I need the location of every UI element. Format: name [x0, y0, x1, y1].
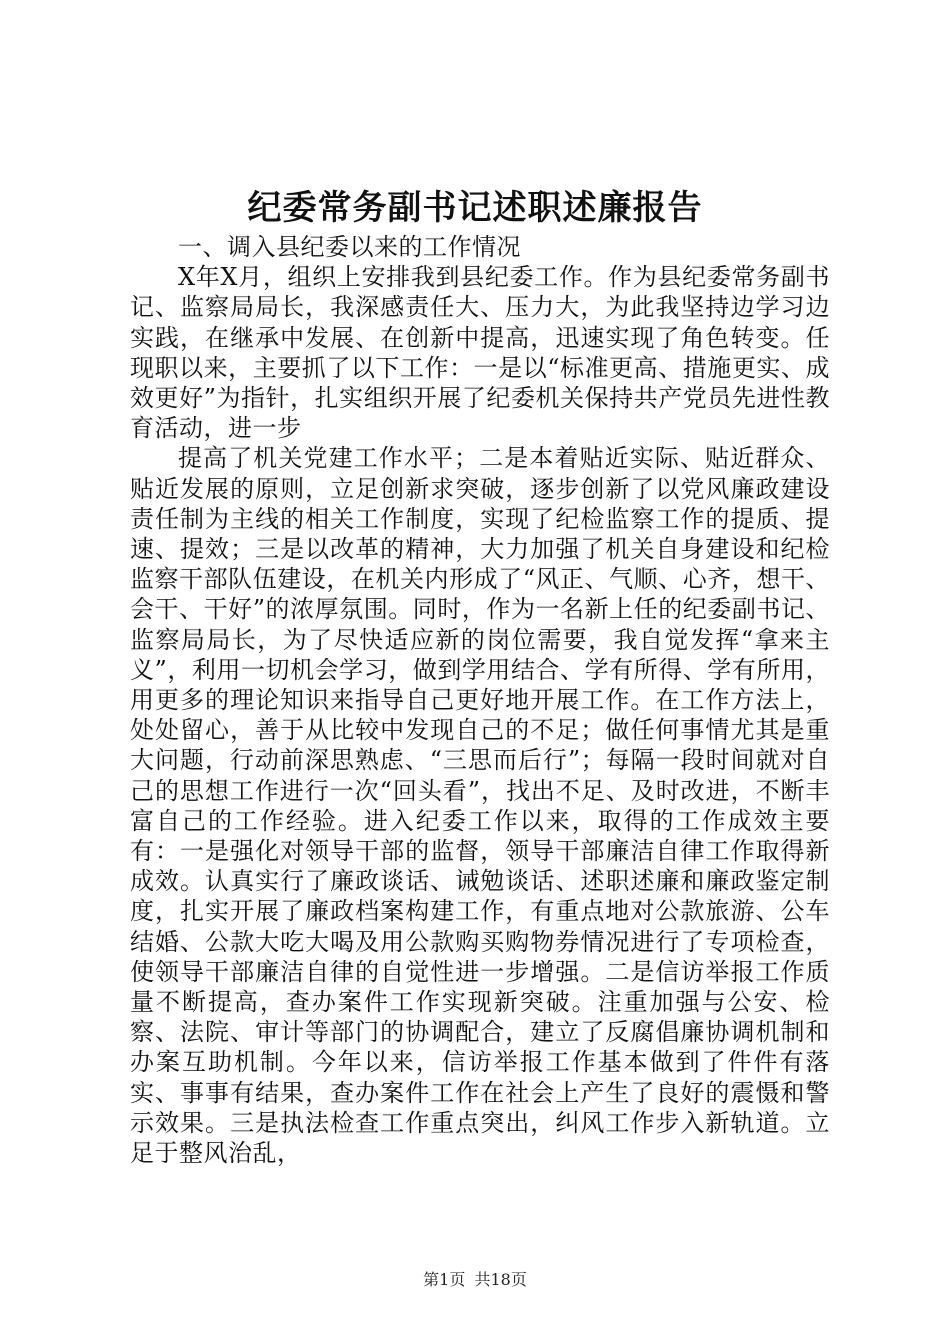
document-title: 纪委常务副书记述职述廉报告 [247, 188, 703, 228]
page-number: 第1页 [423, 1270, 466, 1289]
document-body [130, 232, 830, 1168]
body-paragraph: X年X月，组织上安排我到县纪委工作。作为县纪委常务副书记、监察局局长，我深感责任大、压力大，为此我坚持边学习边实践，在继承中发展、在创新中提高，迅速实现了角色转变。任现职以来，主要抓了以下工作：一是以“标准更高、措施更实、成效更好”为指针，扎实组织开展了纪委机关保持共产党员先进性教育活动，进一步 [130, 263, 830, 443]
page-total: 共18页 [474, 1270, 527, 1289]
page-footer [0, 1270, 950, 1290]
body-paragraph: 提高了机关党建工作水平；二是本着贴近实际、贴近群众、贴近发展的原则，立足创新求突破，逐步创新了以党风廉政建设责任制为主线的相关工作制度，实现了纪检监察工作的提质、提速、提效；三是以改革的精神，大力加强了机关自身建设和纪检监察干部队伍建设，在机关内形成了“风正、气顺、心齐，想干、会干、干好”的浓厚氛围。同时，作为一名新上任的纪委副书记、监察局局长，为了尽快适应新的岗位需要，我自觉发挥“拿来主义”，利用一切机会学习，做到学用结合、学有所得、学有所用，用更多的理论知识来指导自己更好地开展工作。在工作方法上，处处留心，善于从比较中发现自己的不足；做任何事情尤其是重大问题，行动前深思熟虑、“三思而后行”；每隔一段时间就对自己的思想工作进行一次“回头看”，找出不足、及时改进，不断丰富自己的工作经验。进入纪委工作以来，取得的工作成效主要有：一是强化对领导干部的监督，领导干部廉洁自律工作取得新成效。认真实行了廉政谈话、诫勉谈话、述职述廉和廉政鉴定制度，扎实开展了廉政档案构建工作，有重点地对公款旅游、公车结婚、公款大吃大喝及用公款购买购物券情况进行了专项检查，使领导干部廉洁自律的自觉性进一步增强。二是信访举报工作质量不断提高，查办案件工作实现新突破。注重加强与公安、检察、法院、审计等部门的协调配合，建立了反腐倡廉协调机制和办案互助机制。今年以来，信访举报工作基本做到了件件有落实、事事有结果，查办案件工作在社会上产生了良好的震慑和警示效果。三是执法检查工作重点突出，纠风工作步入新轨道。立足于整风治乱， [130, 444, 830, 1168]
section-heading: 一、调入县纪委以来的工作情况 [178, 233, 521, 261]
